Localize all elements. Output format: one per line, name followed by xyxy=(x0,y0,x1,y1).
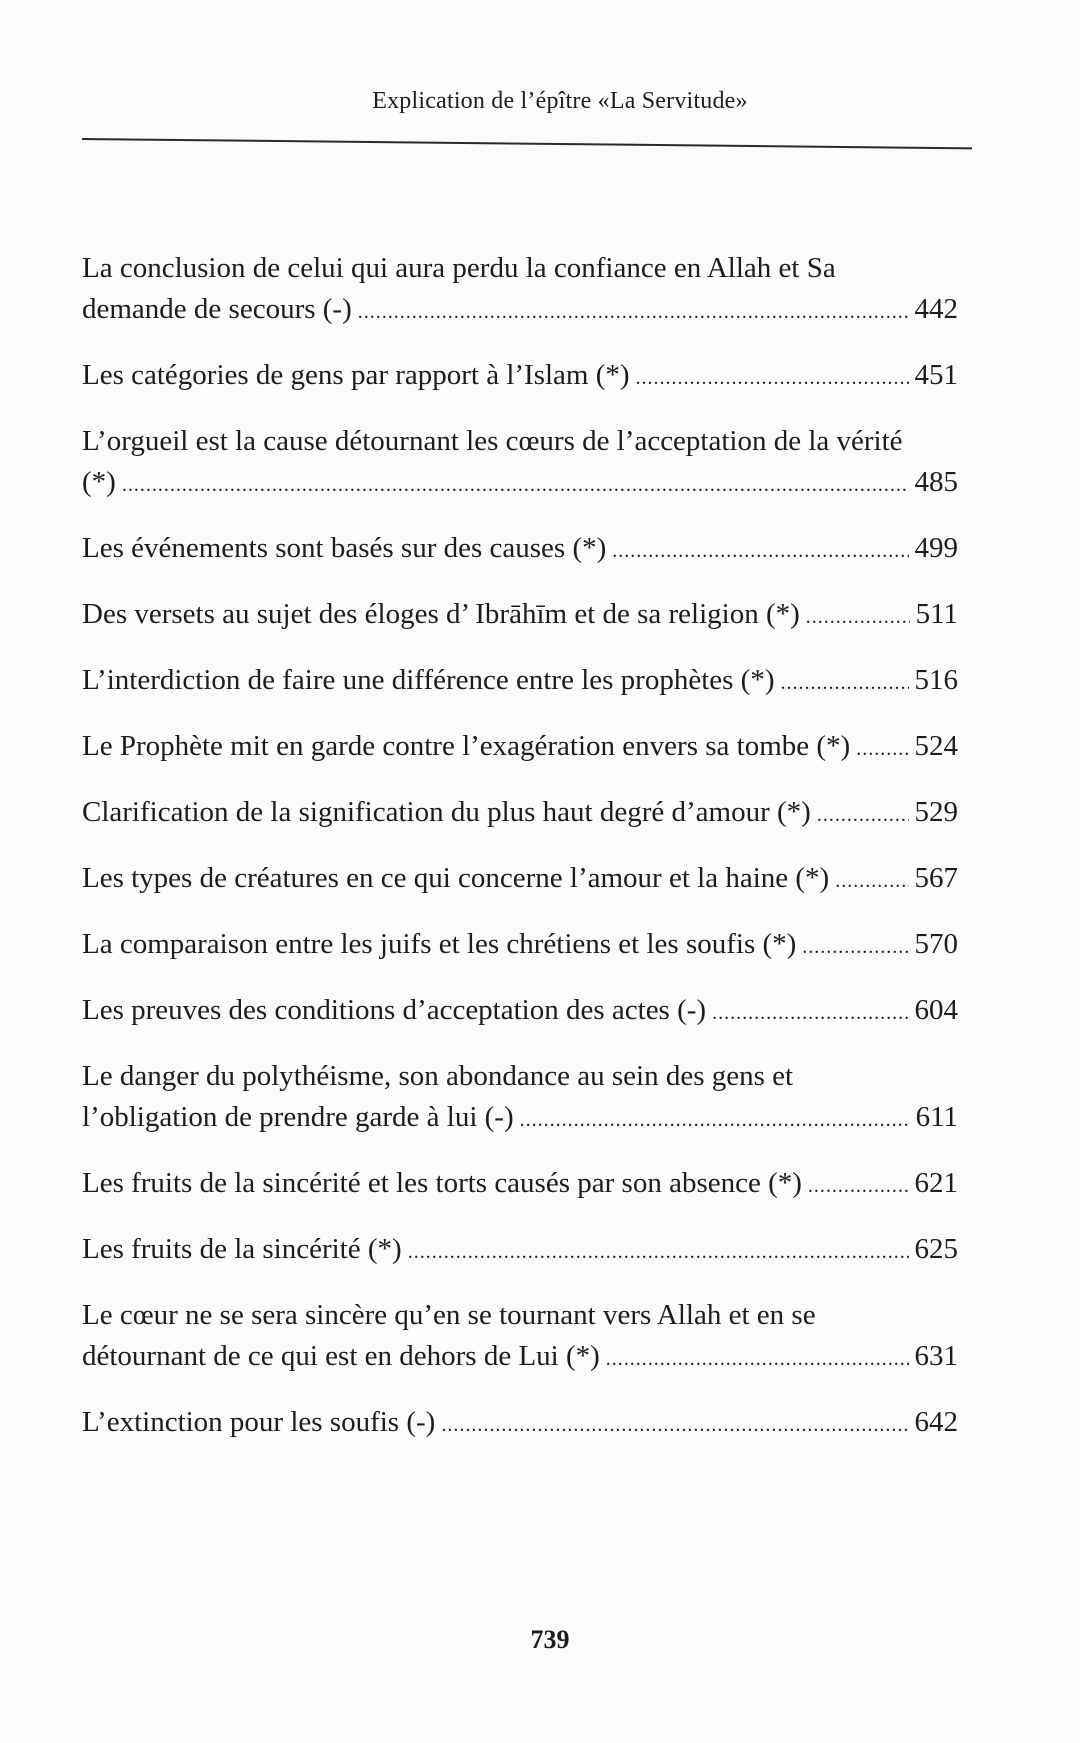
toc-entry-line xyxy=(82,726,958,770)
toc-entry-title-line: La conclusion de celui qui aura perdu la confiance en Allah et Sa xyxy=(82,252,836,284)
dot-leader xyxy=(802,927,908,968)
header-rule xyxy=(82,138,972,149)
dot-leader xyxy=(441,1405,908,1446)
toc-entry-title: détournant de ce qui est en dehors de Lui (*) xyxy=(82,1340,600,1372)
toc-entry xyxy=(82,990,958,1034)
toc-entry xyxy=(82,594,958,638)
dot-leader xyxy=(122,465,909,506)
toc-entry-page: 625 xyxy=(914,1233,958,1265)
dot-leader xyxy=(808,1166,909,1207)
toc-entry-page: 631 xyxy=(914,1340,958,1372)
toc-entry-title: Les fruits de la sincérité et les torts causés par son absence (*) xyxy=(82,1167,802,1199)
toc-entry-line xyxy=(82,1336,958,1380)
dot-leader xyxy=(835,861,908,902)
toc-entry-title: demande de secours (-) xyxy=(82,293,352,325)
toc-entry-title: L’extinction pour les soufis (-) xyxy=(82,1406,436,1438)
toc-entry xyxy=(82,1295,958,1380)
toc-entry-title-line: L’orgueil est la cause détournant les cœurs de l’acceptation de la vérité xyxy=(82,425,903,457)
toc-entry xyxy=(82,924,958,968)
toc-entry-page: 529 xyxy=(914,796,958,828)
dot-leader xyxy=(636,358,909,399)
toc-entry xyxy=(82,248,958,333)
table-of-contents xyxy=(82,248,958,1446)
toc-entry-page: 611 xyxy=(915,1101,958,1133)
toc-entry-line xyxy=(82,289,958,333)
running-header: Explication de l’épître «La Servitude» xyxy=(372,88,748,114)
toc-entry-line xyxy=(82,1402,958,1446)
toc-entry-title: Clarification de la signification du plus haut degré d’amour (*) xyxy=(82,796,811,828)
toc-entry xyxy=(82,858,958,902)
toc-entry-line xyxy=(82,528,958,572)
dot-leader xyxy=(817,795,909,836)
toc-entry-title: Les types de créatures en ce qui concerne l’amour et la haine (*) xyxy=(82,862,830,894)
dot-leader xyxy=(806,597,910,638)
toc-entry-title: Les catégories de gens par rapport à l’Islam (*) xyxy=(82,359,630,391)
toc-entry-line xyxy=(82,1163,958,1207)
toc-entry-title: l’obligation de prendre garde à lui (-) xyxy=(82,1101,514,1133)
dot-leader xyxy=(520,1100,910,1141)
toc-entry-line xyxy=(82,924,958,968)
toc-entry-line xyxy=(82,660,958,704)
toc-entry-title: La comparaison entre les juifs et les chrétiens et les soufis (*) xyxy=(82,928,797,960)
toc-entry-line xyxy=(82,1229,958,1273)
toc-entry-line xyxy=(82,792,958,836)
toc-entry-page: 451 xyxy=(914,359,958,391)
toc-entry-title: Les événements sont basés sur des causes (*) xyxy=(82,532,607,564)
dot-leader xyxy=(856,729,908,770)
toc-entry xyxy=(82,726,958,770)
toc-entry-line xyxy=(82,858,958,902)
toc-entry-page: 511 xyxy=(915,598,958,630)
toc-entry xyxy=(82,355,958,399)
toc-entry-title: Les preuves des conditions d’acceptation des actes (-) xyxy=(82,994,707,1026)
page-number: 739 xyxy=(530,1625,570,1654)
dot-leader xyxy=(612,531,908,572)
dot-leader xyxy=(606,1339,909,1380)
toc-entry-title-line: Le cœur ne se sera sincère qu’en se tournant vers Allah et en se xyxy=(82,1299,816,1331)
toc-entry-page: 524 xyxy=(914,730,958,762)
toc-entry-title: Les fruits de la sincérité (*) xyxy=(82,1233,402,1265)
toc-entry-page: 499 xyxy=(914,532,958,564)
toc-entry-line xyxy=(82,355,958,399)
toc-entry xyxy=(82,1402,958,1446)
toc-entry-title: L’interdiction de faire une différence entre les prophètes (*) xyxy=(82,664,775,696)
toc-entry-page: 442 xyxy=(914,293,958,325)
toc-entry xyxy=(82,660,958,704)
toc-entry-line xyxy=(82,462,958,506)
toc-entry-line xyxy=(82,1097,958,1141)
toc-entry-page: 567 xyxy=(914,862,958,894)
toc-entry xyxy=(82,1056,958,1141)
toc-entry xyxy=(82,1163,958,1207)
toc-entry xyxy=(82,1229,958,1273)
dot-leader xyxy=(780,663,908,704)
dot-leader xyxy=(408,1232,909,1273)
toc-entry-title: Le Prophète mit en garde contre l’exagération envers sa tombe (*) xyxy=(82,730,851,762)
dot-leader xyxy=(358,292,909,333)
toc-entry xyxy=(82,421,958,506)
toc-entry-page: 516 xyxy=(914,664,958,696)
toc-entry-line xyxy=(82,990,958,1034)
toc-entry-line xyxy=(82,594,958,638)
toc-entry-title: (*) xyxy=(82,466,116,498)
toc-entry xyxy=(82,528,958,572)
toc-entry-page: 621 xyxy=(914,1167,958,1199)
toc-entry-page: 485 xyxy=(914,466,958,498)
toc-entry-title: Des versets au sujet des éloges d’ Ibrāhīm et de sa religion (*) xyxy=(82,598,800,630)
toc-entry-page: 570 xyxy=(914,928,958,960)
toc-entry-page: 642 xyxy=(914,1406,958,1438)
toc-entry-title-line: Le danger du polythéisme, son abondance au sein des gens et xyxy=(82,1060,794,1092)
dot-leader xyxy=(712,993,908,1034)
toc-entry xyxy=(82,792,958,836)
toc-entry-page: 604 xyxy=(914,994,958,1026)
